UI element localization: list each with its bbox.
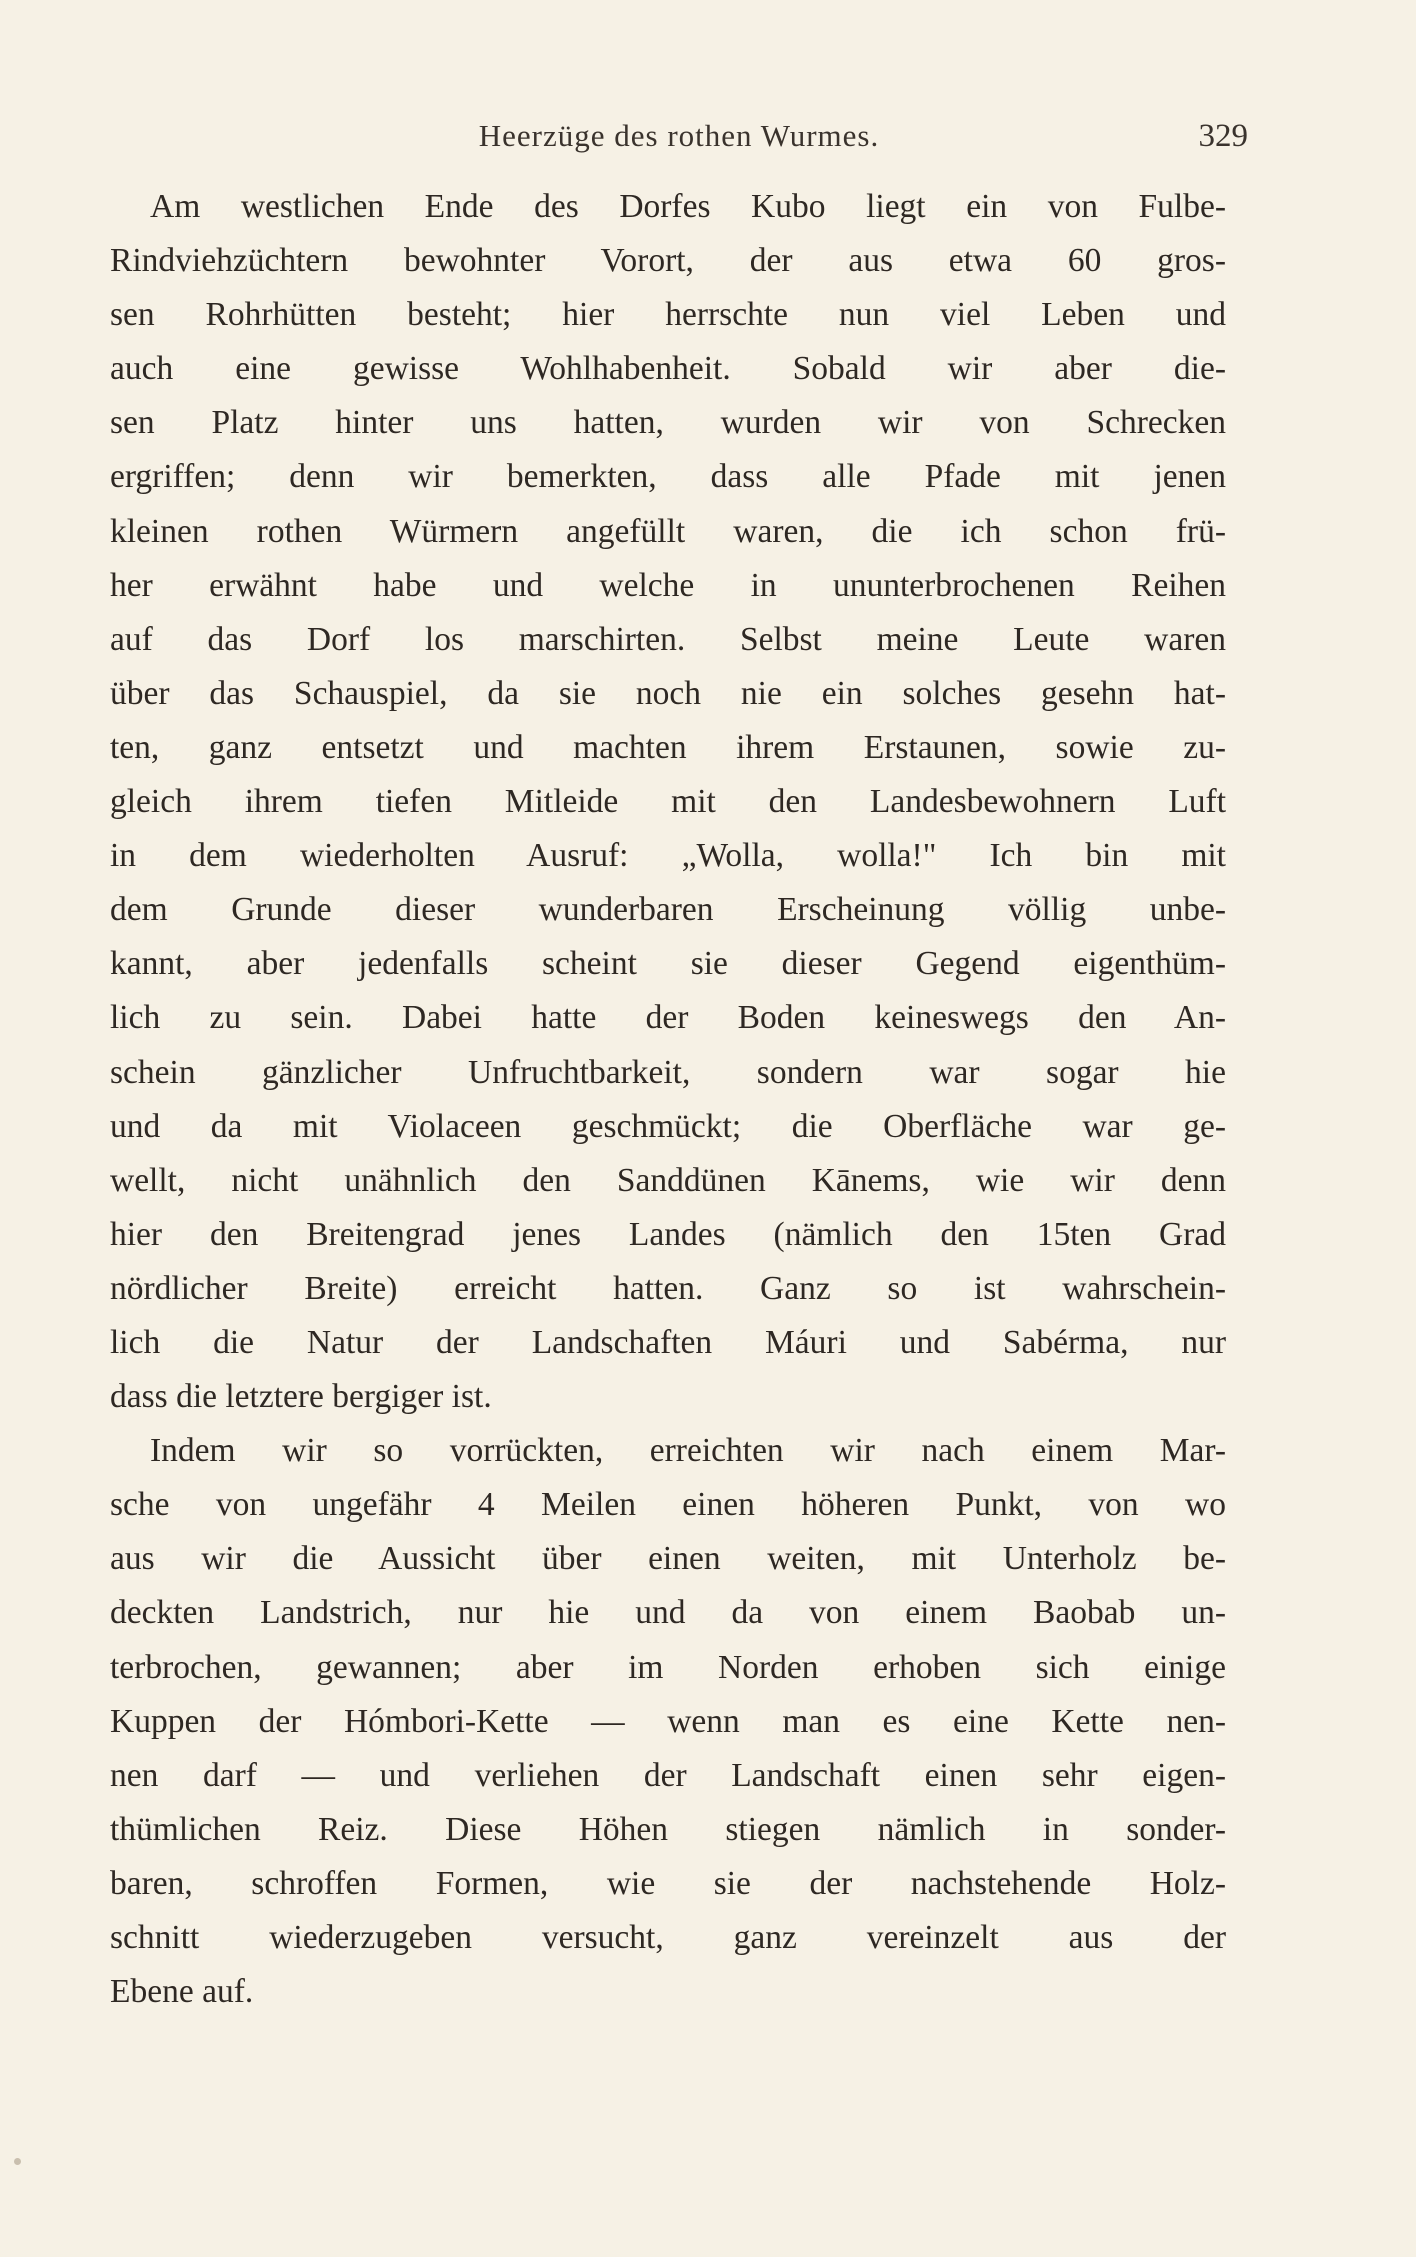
text-line: schein gänzlicher Unfruchtbarkeit, sondern war sogar hie xyxy=(110,1053,1226,1091)
text-line: lich zu sein. Dabei hatte der Boden keineswegs den An- xyxy=(110,999,1226,1037)
text-line: lich die Natur der Landschaften Máuri und Sabérma, nur xyxy=(110,1323,1226,1361)
text-line: aus wir die Aussicht über einen weiten, mit Unterholz be- xyxy=(110,1540,1226,1578)
text-line: Ebene auf. xyxy=(110,1973,254,2011)
text-line: nen darf — und verliehen der Landschaft einen sehr eigen- xyxy=(110,1756,1226,1794)
text-line: Indem wir so vorrückten, erreichten wir nach einem Mar- xyxy=(150,1432,1226,1470)
text-line: her erwähnt habe und welche in ununterbrochenen Reihen xyxy=(110,566,1226,604)
text-line: thümlichen Reiz. Diese Höhen stiegen nämlich in sonder- xyxy=(110,1810,1226,1848)
paper-speck xyxy=(14,2158,21,2165)
text-line: ten, ganz entsetzt und machten ihrem Erstaunen, sowie zu- xyxy=(110,728,1226,766)
text-line: deckten Landstrich, nur hie und da von einem Baobab un- xyxy=(110,1594,1226,1632)
body-text xyxy=(110,180,1226,2019)
text-line: dass die letztere bergiger ist. xyxy=(110,1378,492,1416)
text-line: ergriffen; denn wir bemerkten, dass alle Pfade mit jenen xyxy=(110,458,1226,496)
text-line: sen Platz hinter uns hatten, wurden wir von Schrecken xyxy=(110,404,1226,442)
text-line: Rindviehzüchtern bewohnter Vorort, der aus etwa 60 gros- xyxy=(110,242,1226,280)
text-line: sche von ungefähr 4 Meilen einen höheren Punkt, von wo xyxy=(110,1486,1226,1524)
text-line: gleich ihrem tiefen Mitleide mit den Landesbewohnern Luft xyxy=(110,783,1226,821)
text-line: terbrochen, gewannen; aber im Norden erhoben sich einige xyxy=(110,1648,1226,1686)
text-line: baren, schroffen Formen, wie sie der nachstehende Holz- xyxy=(110,1864,1226,1902)
text-line: über das Schauspiel, da sie noch nie ein solches gesehn hat- xyxy=(110,674,1226,712)
text-line: in dem wiederholten Ausruf: „Wolla, wolla!" Ich bin mit xyxy=(110,837,1226,875)
text-line: nördlicher Breite) erreicht hatten. Ganz so ist wahrschein- xyxy=(110,1269,1226,1307)
text-line: Kuppen der Hómbori-Kette — wenn man es eine Kette nen- xyxy=(110,1702,1226,1740)
page-number: 329 xyxy=(1198,118,1248,154)
text-line: und da mit Violaceen geschmückt; die Oberfläche war ge- xyxy=(110,1107,1226,1145)
text-line: auf das Dorf los marschirten. Selbst meine Leute waren xyxy=(110,620,1226,658)
text-line: auch eine gewisse Wohlhabenheit. Sobald wir aber die- xyxy=(110,350,1226,388)
text-line: Am westlichen Ende des Dorfes Kubo liegt ein von Fulbe- xyxy=(150,188,1226,225)
running-head xyxy=(110,118,1248,158)
running-title: Heerzüge des rothen Wurmes. xyxy=(478,118,880,153)
text-line: kannt, aber jedenfalls scheint sie dieser Gegend eigenthüm- xyxy=(110,945,1226,983)
text-line: kleinen rothen Würmern angefüllt waren, die ich schon frü- xyxy=(110,512,1226,550)
text-line: hier den Breitengrad jenes Landes (nämlich den 15ten Grad xyxy=(110,1215,1226,1253)
text-line: sen Rohrhütten besteht; hier herrschte nun viel Leben und xyxy=(110,296,1226,334)
text-line: dem Grunde dieser wunderbaren Erscheinung völlig unbe- xyxy=(110,891,1226,929)
text-line: wellt, nicht unähnlich den Sanddünen Kānems, wie wir denn xyxy=(110,1161,1226,1199)
text-line: schnitt wiederzugeben versucht, ganz vereinzelt aus der xyxy=(110,1919,1226,1956)
